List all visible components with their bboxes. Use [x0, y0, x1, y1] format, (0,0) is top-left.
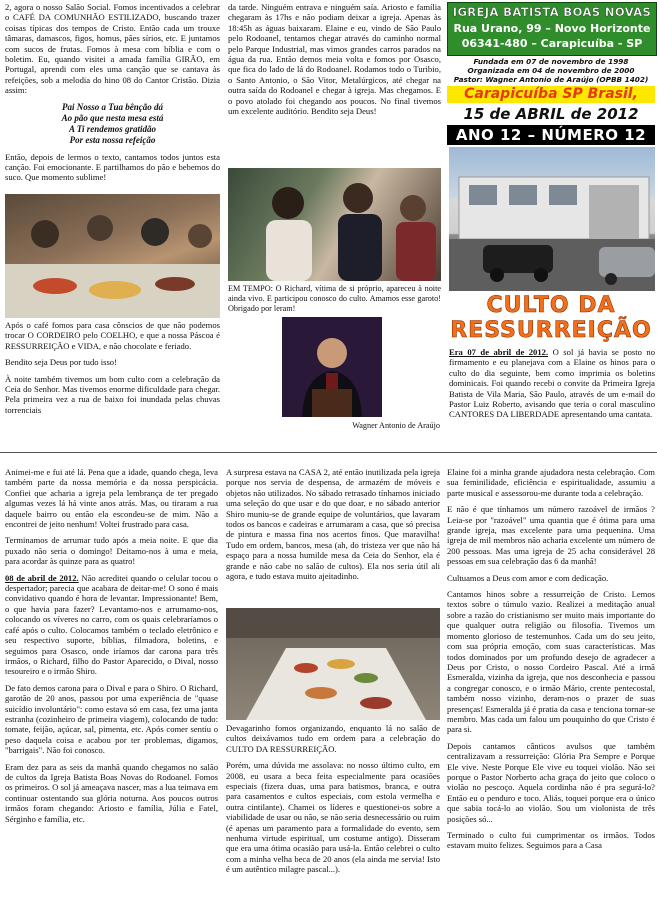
bottom-right-column: [447, 467, 655, 905]
headline-line-1: CULTO DA: [486, 293, 616, 318]
breakfast-illustration: [5, 194, 220, 318]
poem-line: Por esta nossa refeição: [69, 134, 156, 145]
paragraph-text: Não acreditei quando o celular tocou o despertador; parecia que acabara de deitar-me! O sono é mais convidativo quando é hora de levantar. Impressionante! Bem, o que havia para fazer? Levantamo-nos e arrumamo-nos, colocando os víveres no carro, com os quais celebraríamos o café após o culto. Colocamos também o teclado eletrônico e seu respectivo suporte, bíblias, filmadora, boletins, e seguimos para Osasco, onde iríamos dar carona para três irmãos, o Richard, filho do Pastor Aparecido, o Dival, nosso tesoureiro e o irmão Shiro.: [5, 572, 218, 677]
paragraph: De fato demos carona para o Dival e para o Shiro. O Richard, garotão de 20 anos, passou por uma experiência de "quase suicídio involuntário": como estava só em casa, fez uma janta estranha (cozinheiro de primeira viagem), colocando de tudo: tomate, feijão, açúcar, sal, pimenta, etc. Após comer sentiu o peso daquela coisa e acabou por ter problemas, digamos, "barrigais". Não foi conosco.: [5, 682, 218, 756]
pastor-caption: Wagner Antonio de Araújo: [352, 421, 440, 430]
paragraph: 2, agora o nosso Salão Social. Fomos incentivados a celebrar o CAFÉ DA COMUNHÃO ESTILIZADO, buscando trazer coisas típicas dos tempos de Cristo. Então cada um trouxe tâmaras, damascos, figos, homus, pães sírios, etc. E juntamos com sucos de frutas. Fomos à mesa com bíblia e com o boletim. Eu, quando visitei a amada família GIRÃO, em Portugal, aprendi com eles uma canção que se cantava às refeições, sob a melodia do hino 08 do Cantor Cristão. Dizia assim:: [5, 2, 220, 96]
paragraph: [449, 347, 655, 420]
members-illustration: [228, 168, 441, 281]
paragraph: [5, 573, 218, 677]
breakfast-photo: [5, 194, 220, 318]
paragraph: Animei-me e fui até lá. Pena que a idade, quando chega, leva também parte da nossa memória e da nossa perspicácia. Confiei que acharia a igreja pela lembrança de ter pregado algumas vezes lá há vinte anos atrás. Mas, ou tiraram a rua daquele bairro ou então ela escondeu-se de mim. Não a encontrei de jeito nenhum! Voltei frustrado para casa.: [5, 467, 218, 530]
poem: [5, 102, 220, 146]
paragraph: Devagarinho fomos organizando, enquanto lá no salão de cultos deixávamos tudo em ordem para a celebração do CULTO DA RESSURREIÇÃO.: [226, 723, 440, 754]
masthead-box: [447, 2, 657, 56]
paragraph: Porém, uma dúvida me assolava: no nosso último culto, em 2008, eu usara a beca feita especialmente para ocasiões especiais (fizera duas, uma para batismos, branca, e outra para casamentos e cultos especiais, com estola vermelha e outra cintilante). Chamei os líderes e questionei-os sobre a viabilidade de usar ou não, se não seria desnecessário ou ruim (é apenas um paramento para a formalidade do evento, sem nenhuma virtude espiritual, um costume antigo). Disseram que era uma ótima ocasião para usá-la. Então celebrei o culto com a minha velha beca de 20 anos (ela ainda me servia! Isto é um autêntico milagre pascal...).: [226, 760, 440, 875]
food-table-illustration: [226, 608, 440, 720]
city-banner: Carapicuíba SP Brasil,: [447, 86, 655, 103]
paragraph: À noite também tivemos um bom culto com a celebração da Ceia do Senhor. Mas tivemos enorme dificuldade para chegar. Pela primeira vez a rua de baixo foi inundada pelas chuvas torrenciais: [5, 373, 220, 415]
section-divider: [0, 452, 657, 453]
top-left-column-a: [5, 2, 220, 192]
paragraph: Eram dez para as seis da manhã quando chegamos no salão de cultos da Igreja Batista Boas Novas do Rodoanel. Fomos os primeiros. O sol já ameaçava nascer, mas a lua teimava em continuar ostentando sua glória noturna. Aos poucos outros irmãos foram chegando: Ariosto e família, Júlia e Fatel, Sérginho e família, etc.: [5, 761, 218, 824]
paragraph: Cantamos hinos sobre a ressurreição de Cristo. Lemos textos sobre o túmulo vazio. Realizei a meditação anual sobre a razão do cristianismo ser muito mais importante do que qualquer outra religião ou filosofia. Tivemos um momento glorioso de testemunhos. Cada um do seu jeito, com sua própria emoção, com suas características. Mas todos dominados por um profundo desejo de agradecer a Deus por Cristo, o nosso Cordeiro Pascal. Até a irmã Esmeralda, vizinha da igreja, que nos desconhecia e passou a congregar conosco, e o irmão Mário, crente pentecostal, também nosso vizinho, deram-nos o prazer de suas presenças! Esmeralda já é pratia da casa e tenciona tornar-se membro. Mas cada um falou um pouquinho do que Cristo é para si.: [447, 589, 655, 735]
food-table-photo: [226, 608, 440, 720]
pastor-line: Pastor: Wagner Antonio de Araújo (OPBB 1402): [453, 75, 649, 84]
photo-caption-richard: EM TEMPO: O Richard, vítima de si próprio, apareceu à noite ainda vivo. E participou conosco do culto. Amamos esse garoto! Obrigado por leram!: [228, 284, 441, 313]
founded-line: Fundada em 07 de novembro de 1998: [473, 57, 629, 66]
top-right-column: [449, 347, 655, 437]
date-label: Era 07 de abril de 2012.: [449, 347, 549, 357]
bottom-left-column: [5, 467, 218, 905]
poem-line: Pai Nosso a Tua bênção dá: [62, 101, 163, 112]
organized-line: Organizada em 04 de novembro de 2000: [467, 66, 635, 75]
church-cep-city: 06341-480 – Carapicuíba - SP: [461, 37, 643, 50]
church-building-photo: [449, 147, 655, 291]
top-left-column-b: [5, 320, 220, 440]
date-label: 08 de abril de 2012.: [5, 572, 79, 583]
paragraph: Terminamos de arrumar tudo após a meia noite. E que dia puxado não seria o domingo! Deitamo-nos à uma e meia, para acordar às quinze para as quatro!: [5, 535, 218, 567]
paragraph: Depois cantamos cânticos avulsos que também centralizavam a ressurreição: Glória Pra Sempre e Porque Ele vive. Neste Porque Ele vive eu toquei violão. Não sei porque o Pastor Norberto acha graça do jeito que coloco o violão no pescoço. Aquela cordinha não é pra segurá-lo? Então eu o penduro e toco. Aliás, toquei porque era o único que sabia tocá-lo ao violão. Sou um violonista de três posições só...: [447, 740, 655, 824]
paragraph: Então, depois de lermos o texto, cantamos todos juntos esta canção. Foi emocionante. E partilhamos do pão e bebemos do suco. Que momento sublime!: [5, 151, 220, 183]
members-photo: [228, 168, 441, 281]
paragraph-text: O sol já havia se posto no firmamento e eu planejava com a Elaine os hinos para o culto do dia seguinte, bem como imprimia os boletins dominicais. Foi quando recebi o convite da Primeira Igreja Batista de Vila Maria, São Paulo, através de um e-mail do Pastor Luiz Roberto, avisando que teria o coral masculino CANTORES DA LIBERDADE apresentando uma cantata.: [449, 347, 655, 420]
pastor-photo: [282, 317, 382, 417]
bottom-middle-column-b: [226, 723, 440, 905]
church-info: [447, 57, 655, 84]
church-street: Rua Urano, 99 – Novo Horizonte: [453, 22, 651, 35]
bottom-middle-column-a: [226, 467, 440, 607]
paragraph: Elaine foi a minha grande ajudadora nesta celebração. Com sua feminilidade, eficiência e espiritualidade, assumiu a parte musical e assessorou-me durante toda a celebração.: [447, 467, 655, 498]
headline-line-2: RESSURREIÇÃO: [450, 318, 652, 343]
paragraph: Cultuamos a Deus com amor e com dedicação.: [447, 572, 609, 583]
paragraph: A surpresa estava na CASA 2, até então inutilizada pela igreja porque nos servia de despensa, de armazém de móveis e objetos não utilizados. No sábado retrasado tínhamos iniciado uma seleção do que usar e do que doar, e no sábado anterior Shiro muniu-se de grande equipe de voluntários, que lavaram todos os bancos e cadeiras e arrumaram a casa, que só precisa de pintura e massa fina nos acertos finos. Que maravilha! Tudo em ordem, bancos, mesa (ah, do tristeza ver que não há espaço para a nossa humilde mesa da Ceia do Senhor, ela é grande e não cabe no salão de cultos). Ela nos seria útil ali agora, e tudo estava muito ajeitadinho.: [226, 467, 440, 582]
top-middle-column: [228, 2, 441, 167]
paragraph: Terminado o culto fui cumprimentar os irmãos. Todos estavam muito felizes. Seguimos para a Casa: [447, 830, 655, 851]
issue-number: ANO 12 – NÚMERO 12: [447, 125, 655, 145]
pastor-illustration: [282, 317, 382, 417]
paragraph: E não é que tínhamos um número razoável de irmãos ? Leia-se por "razoável" uma quantia que é ótima para uma grande igreja, mas excelente para uma pequenina. Uma igreja de mil membros não acharia excelente um número de 200 pessoas. Mas uma igreja de 25 acha considerável 28 pessoas em sua celebração das 6 da manhã!: [447, 504, 655, 567]
church-building-illustration: [449, 147, 655, 291]
issue-date: 15 de ABRIL de 2012: [463, 105, 639, 123]
poem-line: A Ti rendemos gratidão: [69, 123, 156, 134]
church-name: IGREJA BATISTA BOAS NOVAS: [452, 5, 652, 19]
paragraph: Bendito seja Deus por tudo isso!: [5, 357, 117, 368]
paragraph: da tarde. Ninguém entrava e ninguém saía. Ariosto e família chegaram às 17hs e não podiam deixar a igreja. Apenas às 18:45h as águas baixaram. Elaine e eu, vindo de São Paulo pelo Rodoanel, tentamos chegar através do caminho normal pelo Parque Industrial, mas vimos grandes carros parados na água da rua. Então demos meia volta e fomos por Osasco, que fica do lado de lá do Rodoanel. Rodamos todo o Turibio, o Santo Antonio, o São Vitor, Metalúrgicos, até chegar na outra saída do Rodoanel e chegar à igreja. Mas chegamos. E o povo atolado foi chegando aos poucos. No final tivemos um excelente auditório. Bendito seja Deus!: [228, 2, 441, 117]
poem-line: Ao pão que nesta mesa está: [61, 112, 164, 123]
headline: [447, 293, 655, 343]
paragraph: Após o café fomos para casa cônscios de que não podemos trocar O CORDEIRO pelo COELHO, e que a nossa Páscoa é RESSURREIÇÃO e VIDA, e não chocolate e feriado.: [5, 320, 220, 351]
